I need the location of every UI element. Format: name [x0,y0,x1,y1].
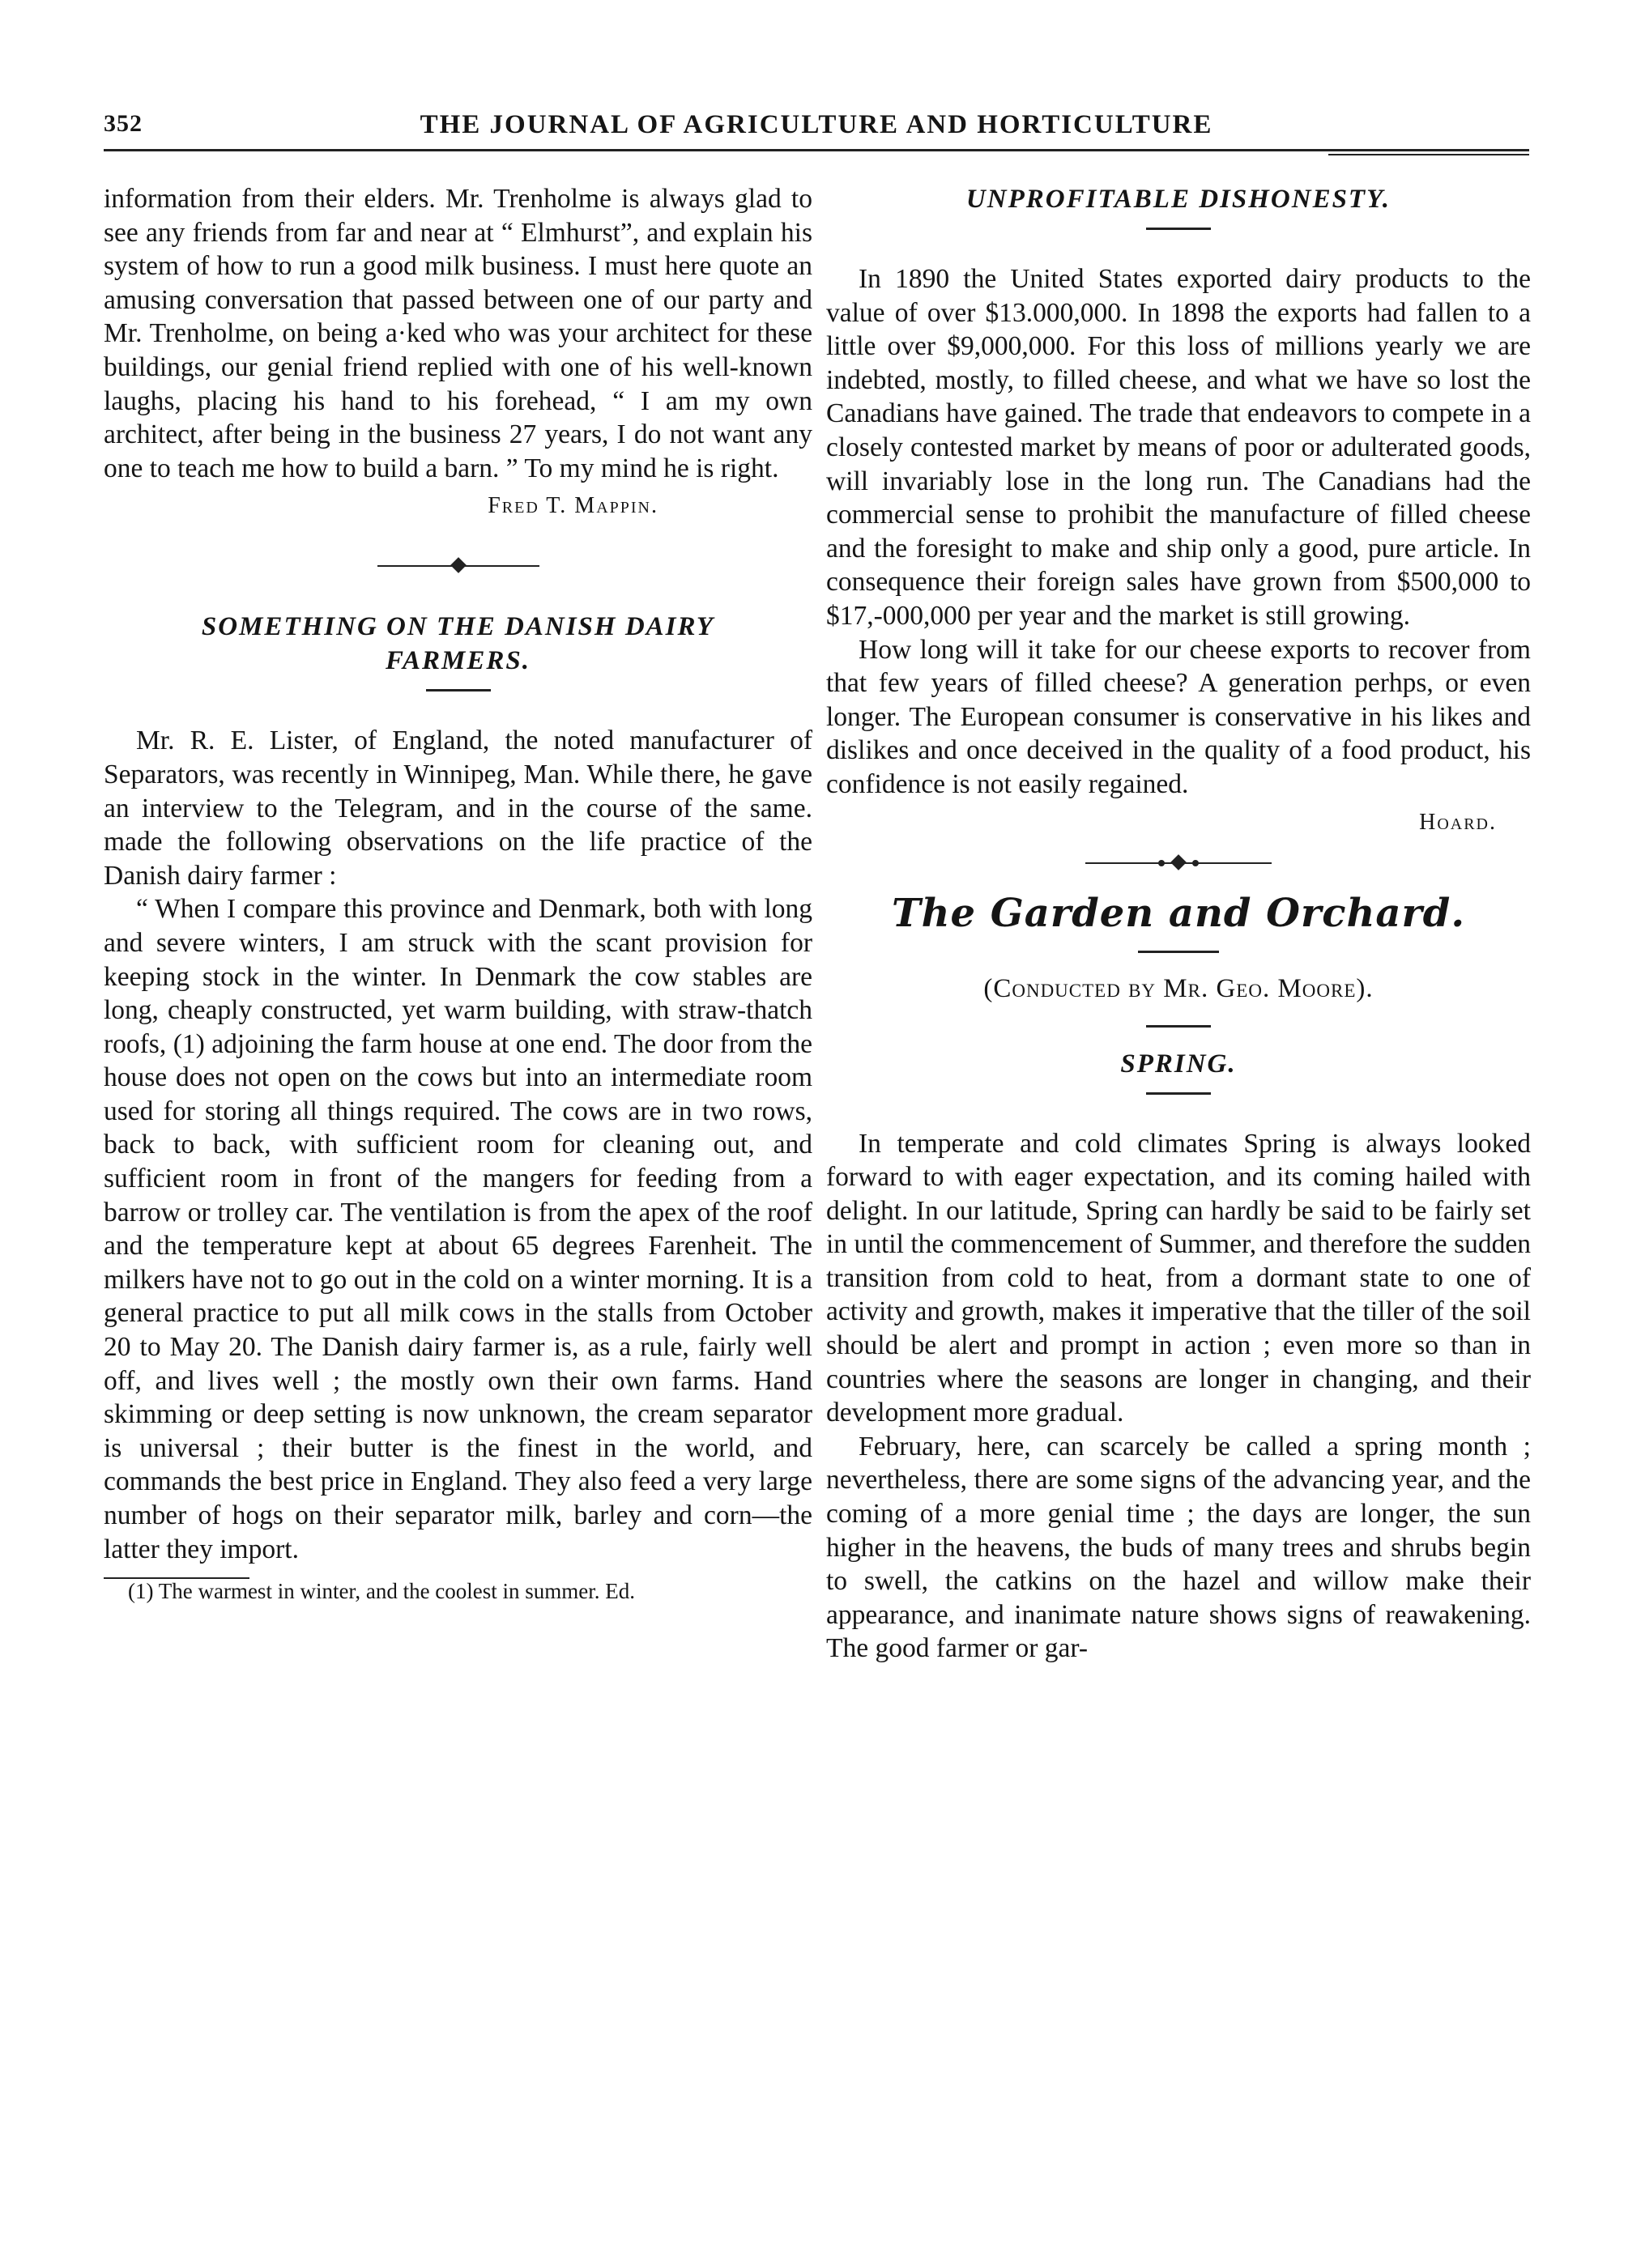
article-title-line-1: SOMETHING ON THE DANISH DAIRY [201,612,715,642]
author-signature: Hoard. [1419,809,1497,835]
right-column [826,182,1531,1666]
article-title: UNPROFITABLE DISHONESTY. [965,185,1391,214]
continued-paragraph: information from their elders. Mr. Trenholme is always glad to see any friends from far and near at “ Elmhurst”, and explain his system of how to run a good milk business. I must here quote an amusing conversation that passed between one of our party and Mr. Trenholme, on being a·ked who was your architect for these buildings, our genial friend replied with one of his well-known laughs, placing his hand to his forehead, “ I am my own architect, after being in the business 27 years, I do not want any one to teach me how to build a barn. ” To my mind he is right. [104,184,812,483]
body-paragraph: In temperate and cold climates Spring is always looked forward to with eager expectation, and its coming hailed with delight. In our latitude, Spring can hardly be said to be fairly set in until the commencement of Summer, and therefore the sudden transition from cold to heat, from a dormant state to one of activity and growth, makes it imperative that the tiller of the soil should be alert and prompt in action ; even more so than in countries where the seasons are longer in changing, and their development more gradual. [826,1128,1531,1428]
body-paragraph: “ When I compare this province and Denmark, both with long and severe winters, I am struck with the scant provision for keeping stock in the winter. In Denmark the cow stables are long, cheaply constructed, yet warm building, with straw-thatch roofs, (1) adjoining the farm house at one end. The door from the house does not open on the cows but into an intermediate room used for storing all things required. The cows are in two rows, back to back, with sufficient room for cleaning out, and sufficient room in front of the mangers for feeding from a barrow or trolley car. The ventilation is from the apex of the roof and the temperature kept at about 65 degrees Farenheit. The milkers have not to go out in the cold on a winter morning. It is a general practice to put all milk cows in the stalls from October 20 to May 20. The Danish dairy farmer is, as a rule, fairly well off, and lives well ; the mostly own their own farms. Hand skimming or deep setting is now unknown, the cream separator is universal ; their butter is the finest in the world, and commands the best price in England. They also feed a very large number of hogs on their separator milk, barley and corn—the latter they import. [104,894,812,1564]
running-head [104,104,1529,144]
body-paragraph: How long will it take for our cheese exports to recover from that few years of filled cheese? A generation perhps, or even longer. The European consumer is conservative in his likes and dislikes and once deceived in the quality of a food product, his confidence is not easily regained. [826,634,1531,799]
footnote: (1) The warmest in winter, and the coolest in summer. Ed. [128,1579,636,1604]
body-paragraph: Mr. R. E. Lister, of England, the noted manufacturer of Separators, was recently in Winnipeg, Man. While there, he gave an interview to the Telegram, and in the course of the same. made the following observations on the life practice of the Danish dairy farmer : [104,726,812,891]
header-rule-tail [1328,154,1529,155]
body-paragraph: In 1890 the United States exported dairy products to the value of over $13.000,000. In 1898 the exports had fallen to a little over $9,000,000. For this loss of millions yearly we are indebted, mostly, to filled cheese, and what we have so lost the Canadians have gained. The trade that endeavors to compete in a closely contested market by means of poor or adulterated goods, will invariably lose in the long run. The Canadians had the commercial sense to prohibit the manufacture of filled cheese and the foresight to make and ship only a good, pure article. In consequence their foreign sales have grown from $500,000 to $17,-000,000 per year and the market is still growing. [826,264,1531,631]
article-title-line-2: FARMERS. [386,646,531,676]
conducted-by-line: (Conducted by Mr. Geo. Moore). [983,973,1374,1003]
journal-title: THE JOURNAL OF AGRICULTURE AND HORTICULTURE [420,110,1213,139]
page-number: 352 [104,110,143,137]
section-ornament [1085,853,1272,873]
body-paragraph: February, here, can scarcely be called a spring month ; nevertheless, there are some signs of the advancing year, and the coming of a more genial time ; the days are longer, the sun higher in the heavens, the buds of many trees and shrubs begin to swell, the catkins on the hazel and willow make their appearance, and inanimate nature shows signs of reawakening. The good farmer or gar- [826,1431,1531,1664]
header-rule [104,149,1529,151]
subsection-title: SPRING. [1120,1049,1237,1079]
section-ornament [377,556,539,576]
left-column [104,182,812,1603]
author-signature: Fred T. Mappin. [488,493,658,519]
section-title: The Garden and Orchard. [891,890,1466,936]
